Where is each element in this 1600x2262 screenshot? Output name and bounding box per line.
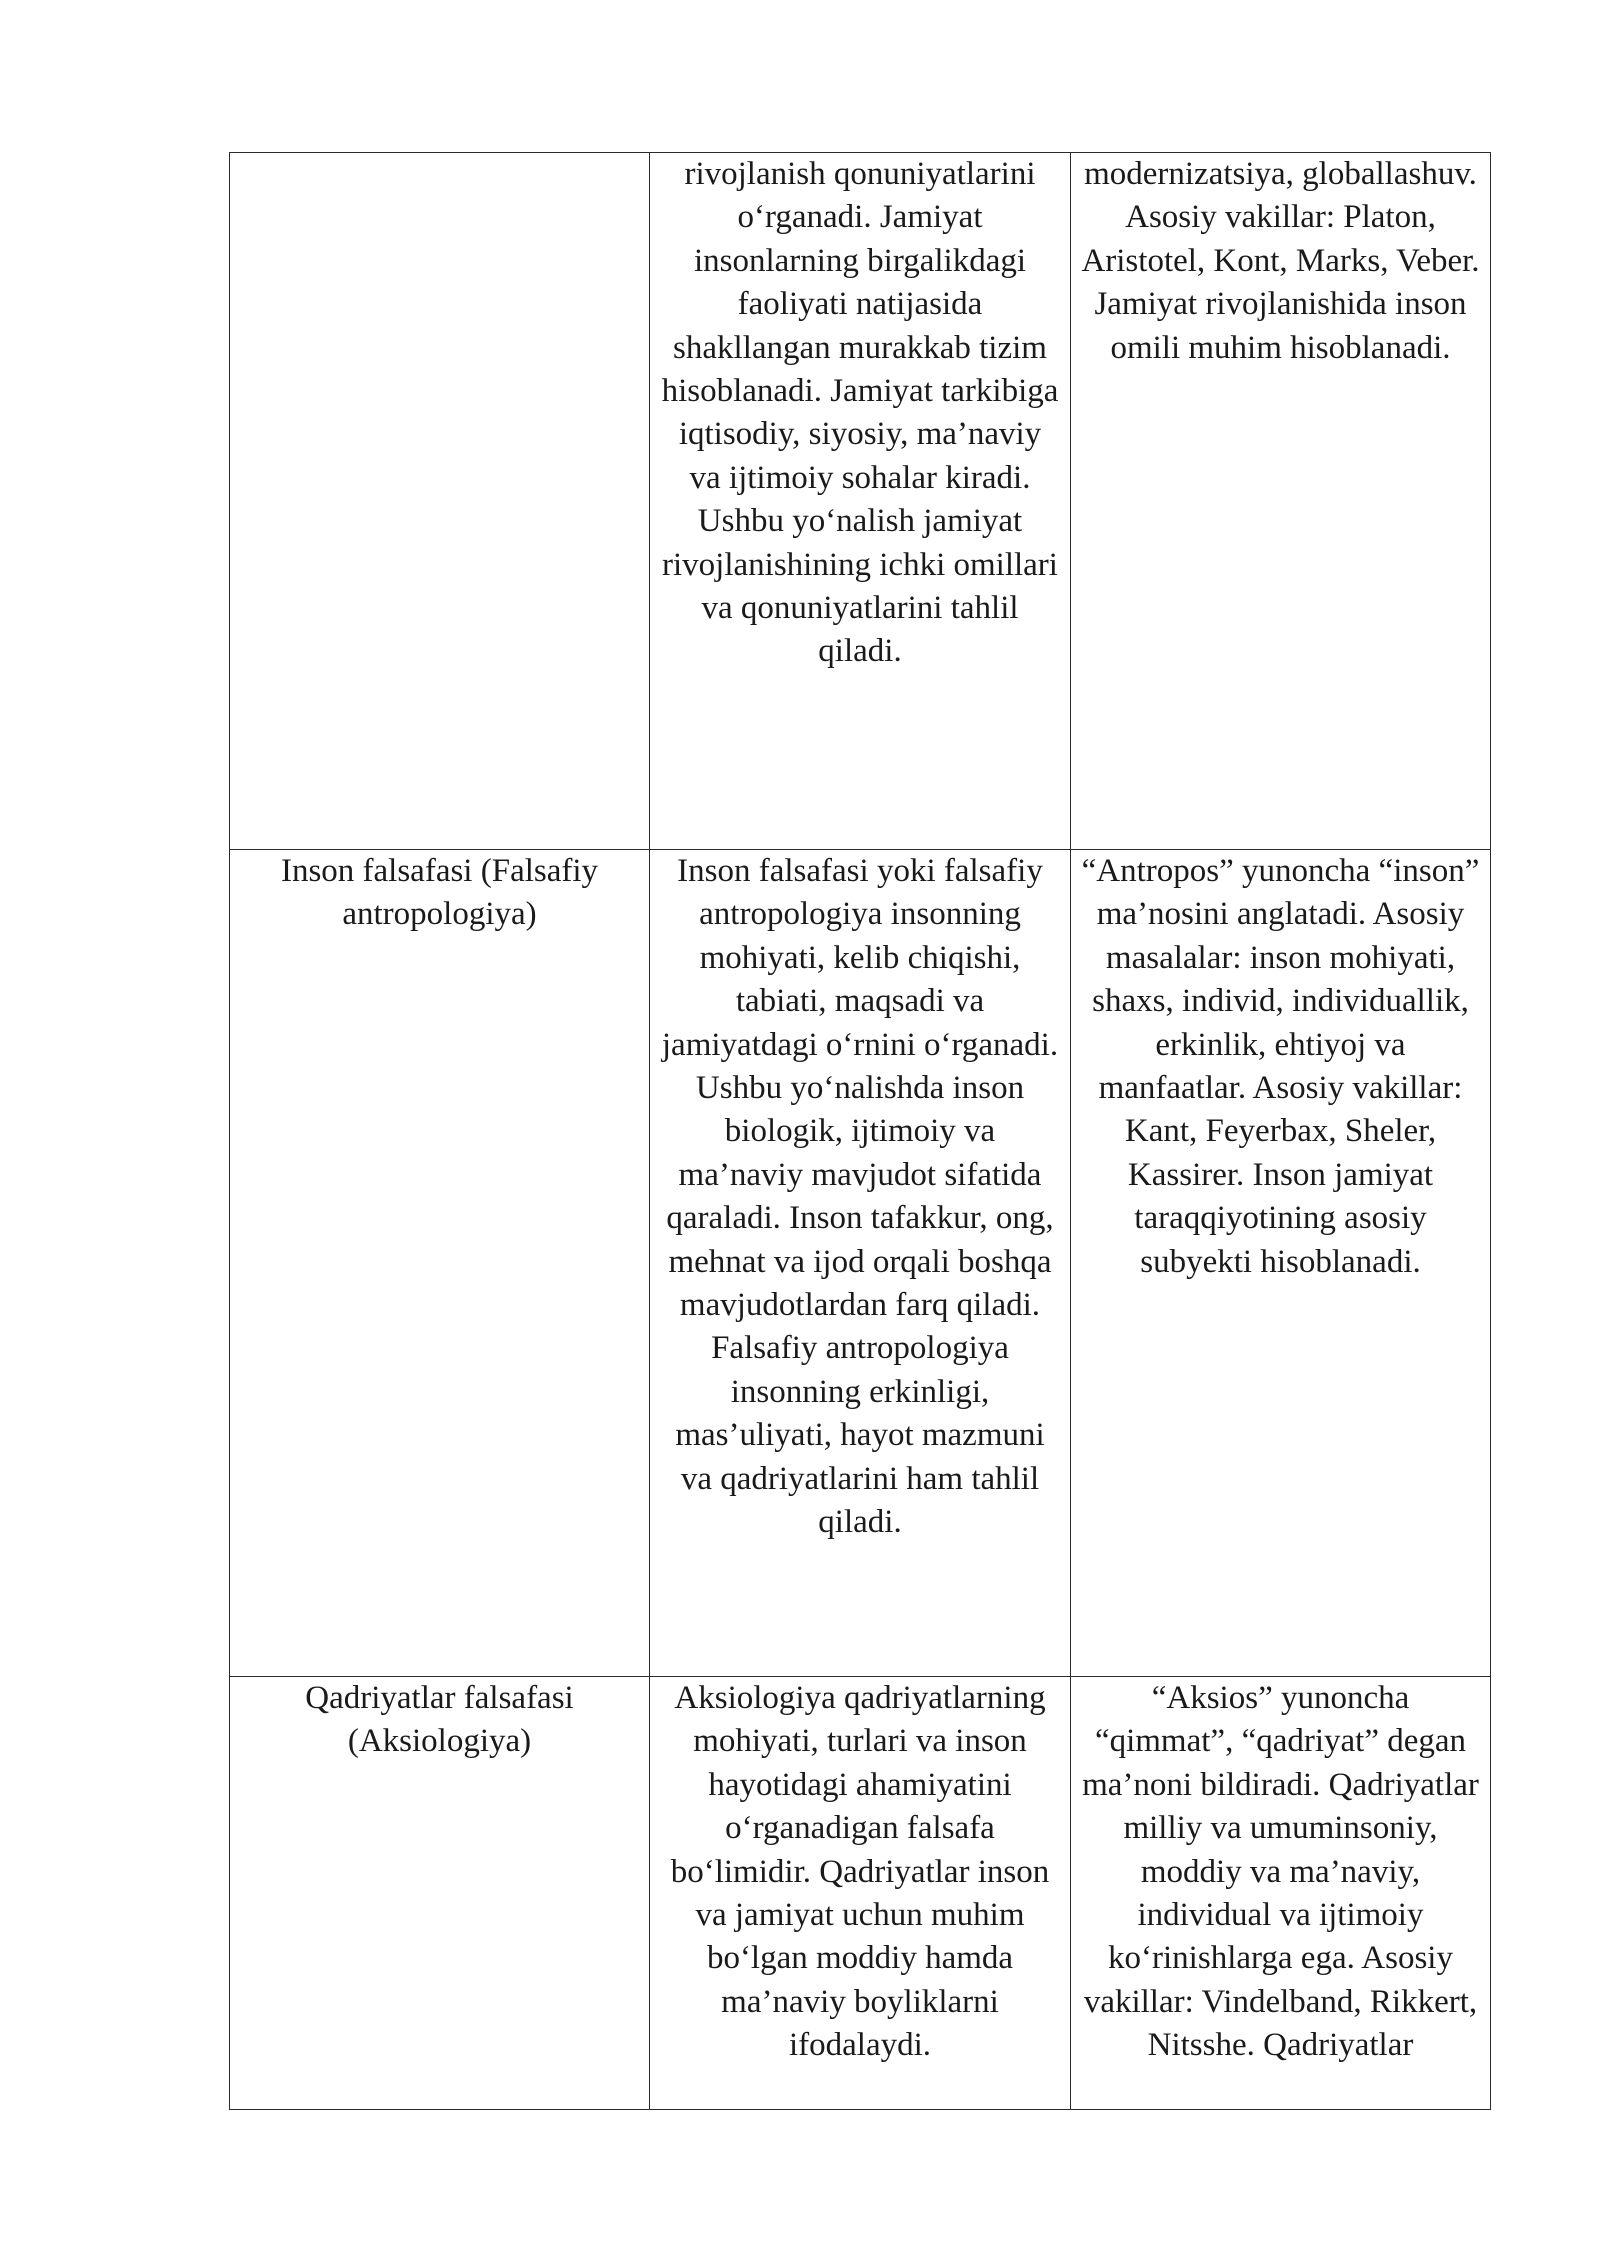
table-row: [230, 1677, 1491, 2110]
branch-name: Qadriyatlar falsafasi (Aksiologiya): [305, 1680, 574, 1760]
table-cell-branch: [230, 1677, 650, 2110]
table-cell-description: [650, 850, 1071, 1677]
branch-notes: “Aksios” yunoncha “qimmat”, “qadriyat” degan ma’noni bildiradi. Qadriyatlar milliy va umuminsoniy, moddiy va ma’naviy, individual va ijtimoiy ko‘rinishlarga ega. Asosiy vakillar: Vindelband, Rikkert, Nitsshe. Qadriyatlar: [1082, 1680, 1479, 2064]
table-cell-branch: [230, 850, 650, 1677]
table-cell-notes: [1071, 850, 1491, 1677]
branch-notes: modernizatsiya, globallashuv. Asosiy vakillar: Platon, Aristotel, Kont, Marks, Veber. Jamiyat rivojlanishida inson omili muhim hisoblanadi.: [1081, 156, 1480, 366]
branch-description: rivojlanish qonuniyatlarini o‘rganadi. Jamiyat insonlarning birgalikdagi faoliyati natijasida shakllangan murakkab tizim hisoblanadi. Jamiyat tarkibiga iqtisodiy, siyosiy, ma’naviy va ijtimoiy sohalar kiradi. Ushbu yo‘nalish jamiyat rivojlanishining ichki omillari va qonuniyatlarini tahlil qiladi.: [661, 156, 1059, 670]
table-cell-notes: [1071, 1677, 1491, 2110]
table-row: [230, 850, 1491, 1677]
branch-description: Aksiologiya qadriyatlarning mohiyati, turlari va inson hayotidagi ahamiyatini o‘rganadigan falsafa bo‘limidir. Qadriyatlar inson va jamiyat uchun muhim bo‘lgan moddiy hamda ma’naviy boyliklarni ifodalaydi.: [670, 1680, 1050, 2064]
philosophy-table: [229, 152, 1491, 2110]
table-row: [230, 153, 1491, 850]
table-cell-notes: [1071, 153, 1491, 850]
table-cell-description: [650, 153, 1071, 850]
table-cell-branch: [230, 153, 650, 850]
branch-name: Inson falsafasi (Falsafiy antropologiya): [280, 853, 599, 933]
branch-notes: “Antropos” yunoncha “inson” ma’nosini anglatadi. Asosiy masalalar: inson mohiyati, shaxs, individ, individuallik, erkinlik, ehtiyoj va manfaatlar. Asosiy vakillar: Kant, Feyerbax, Sheler, Kassirer. Inson jamiyat taraqqiyotining asosiy subyekti hisoblanadi.: [1081, 853, 1480, 1280]
table-cell-description: [650, 1677, 1071, 2110]
branch-description: Inson falsafasi yoki falsafiy antropologiya insonning mohiyati, kelib chiqishi, tabiati, maqsadi va jamiyatdagi o‘rnini o‘rganadi. Ushbu yo‘nalishda inson biologik, ijtimoiy va ma’naviy mavjudot sifatida qaraladi. Inson tafakkur, ong, mehnat va ijod orqali boshqa mavjudotlardan farq qiladi. Falsafiy antropologiya insonning erkinligi, mas’uliyati, hayot mazmuni va qadriyatlarini ham tahlil qiladi.: [661, 853, 1059, 1541]
